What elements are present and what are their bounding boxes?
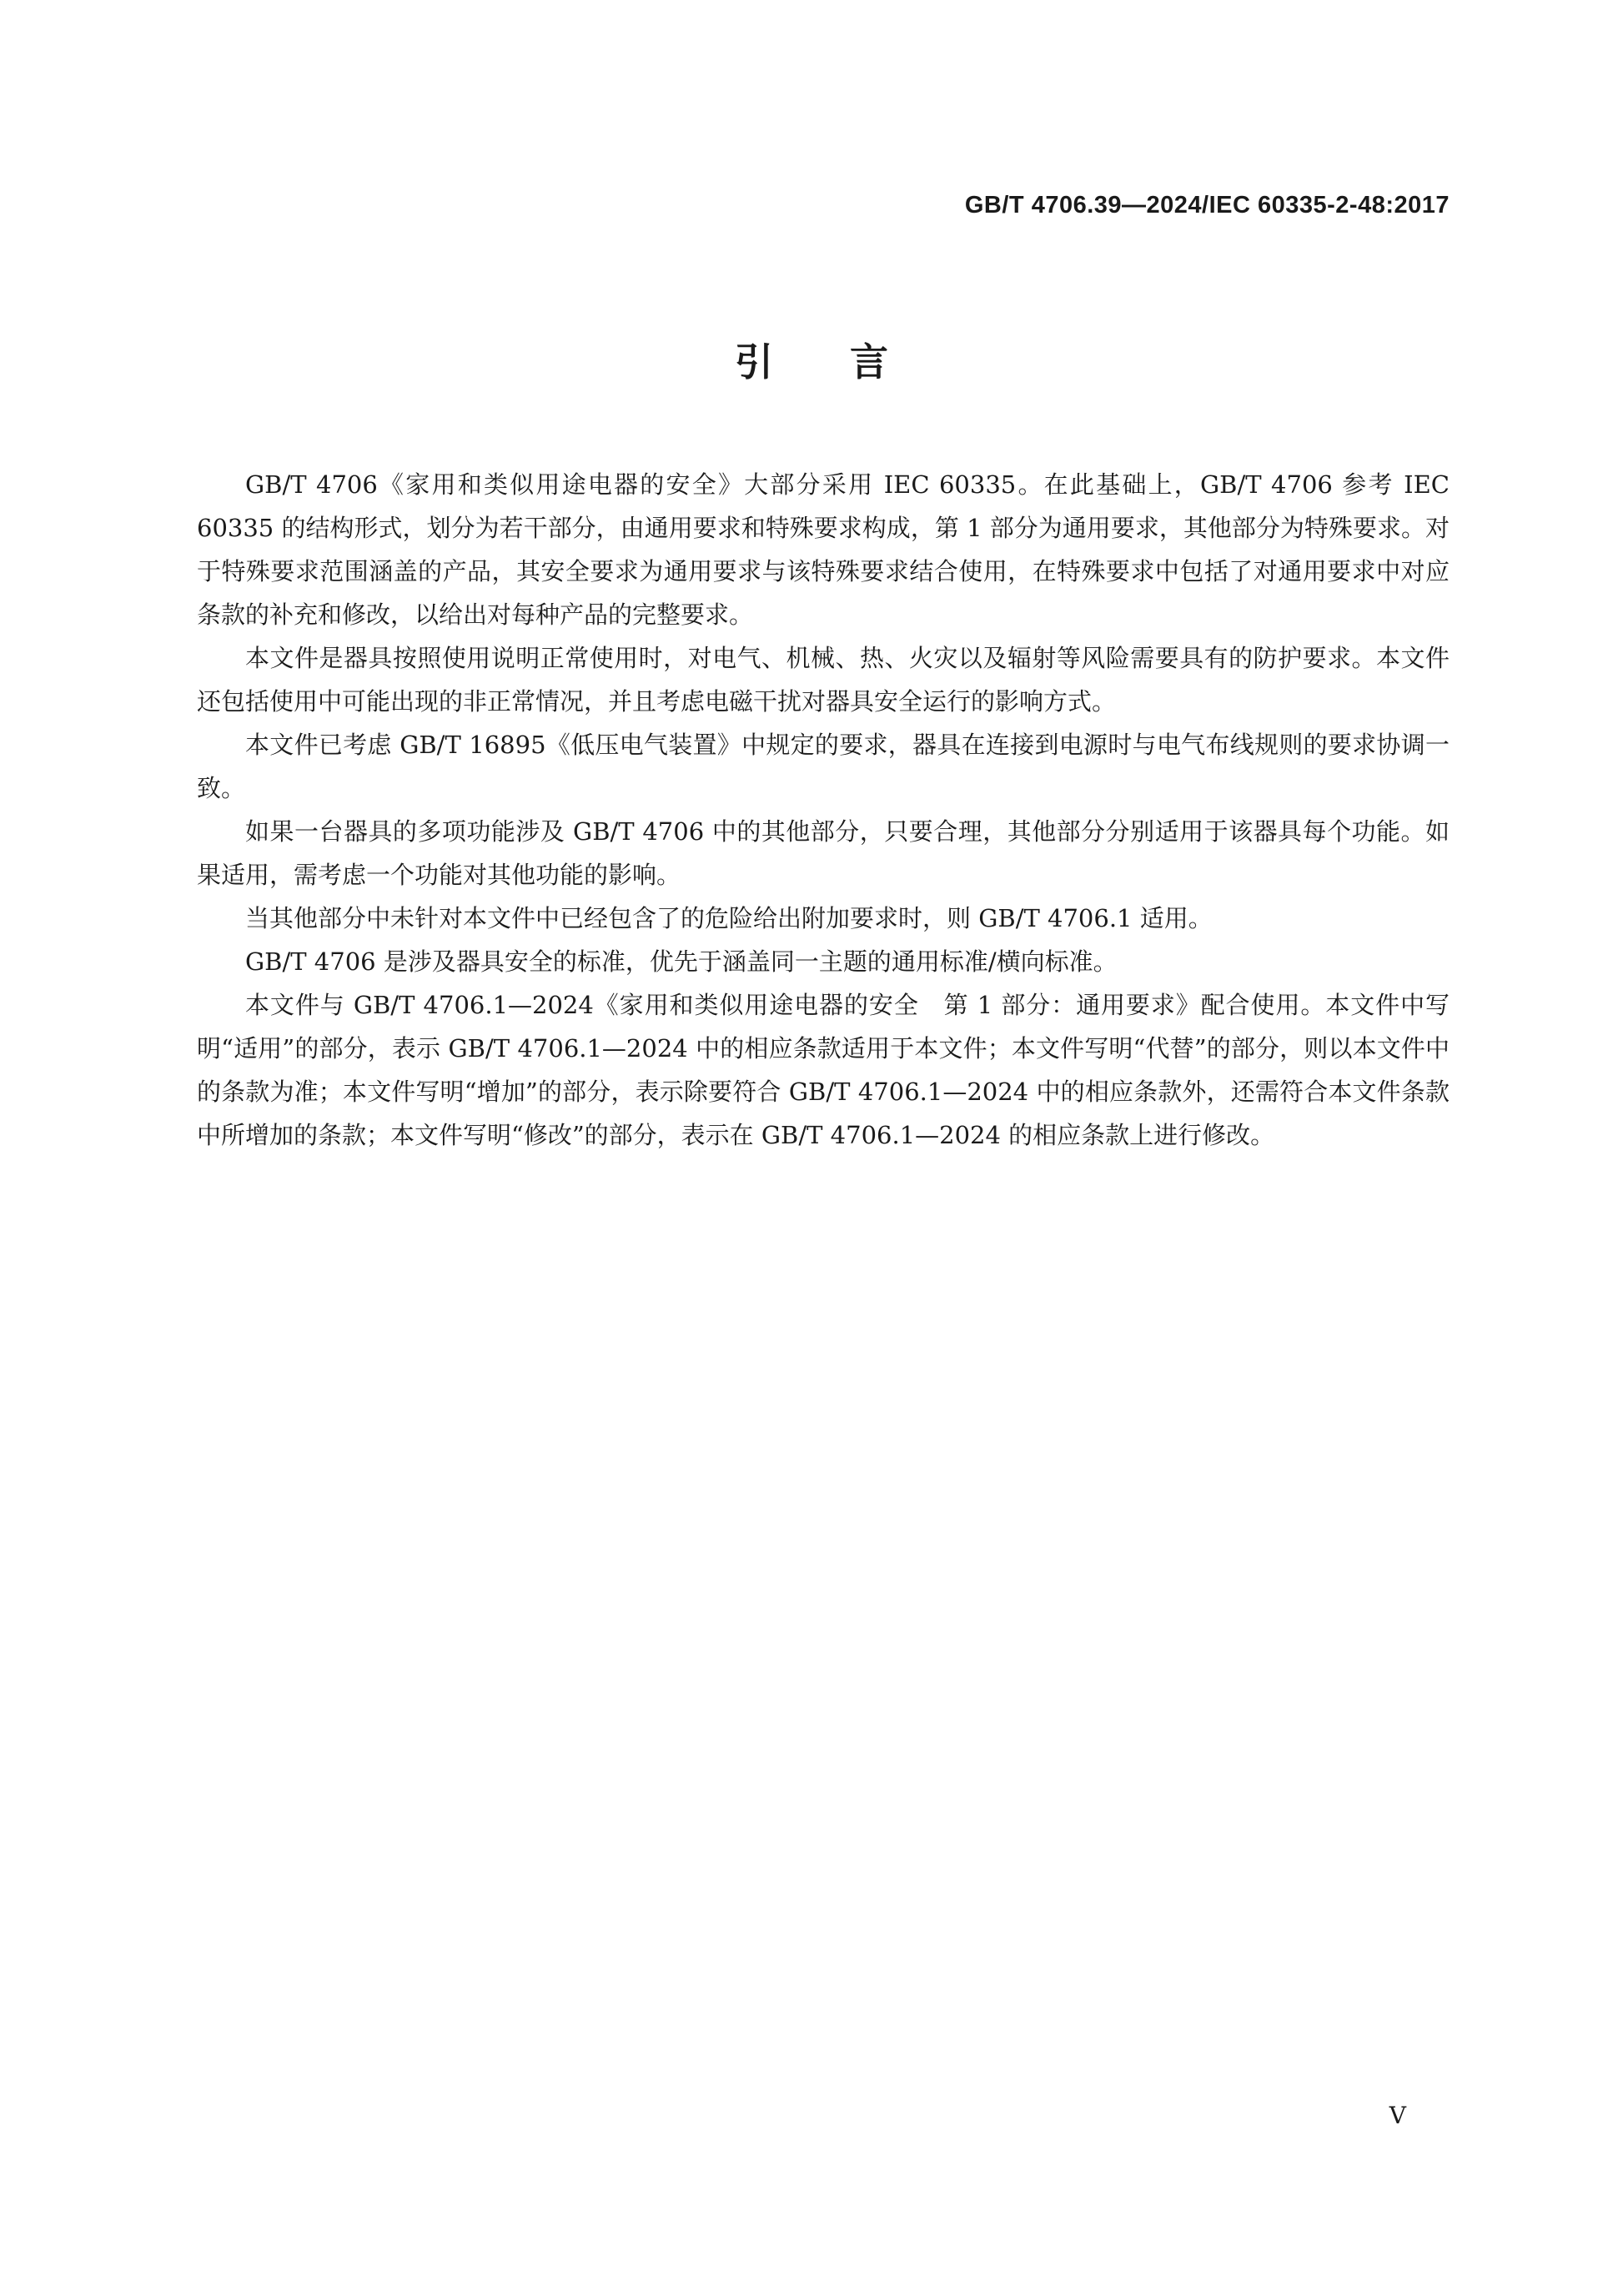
paragraph-5: 当其他部分中未针对本文件中已经包含了的危险给出附加要求时，则 GB/T 4706.1 适用。 [245, 904, 1213, 932]
paragraph-6: GB/T 4706 是涉及器具安全的标准，优先于涵盖同一主题的通用标准/横向标准。 [245, 947, 1118, 976]
paragraph-3: 本文件已考虑 GB/T 16895《低压电气装置》中规定的要求，器具在连接到电源时与电气布线规则的要求协调一致。 [197, 731, 1450, 802]
paragraph-4: 如果一台器具的多项功能涉及 GB/T 4706 中的其他部分，只要合理，其他部分分别适用于该器具每个功能。如果适用，需考虑一个功能对其他功能的影响。 [197, 817, 1450, 889]
paragraph-2: 本文件是器具按照使用说明正常使用时，对电气、机械、热、火灾以及辐射等风险需要具有的防护要求。本文件还包括使用中可能出现的非正常情况，并且考虑电磁干扰对器具安全运行的影响方式。 [197, 644, 1450, 716]
page-number: V [1389, 2102, 1406, 2129]
document-number-header: GB/T 4706.39—2024/IEC 60335-2-48:2017 [964, 192, 1450, 219]
section-title: 引言 [735, 339, 965, 384]
paragraph-1: GB/T 4706《家用和类似用途电器的安全》大部分采用 IEC 60335。在此基础上，GB/T 4706 参考 IEC 60335 的结构形式，划分为若干部分，由通用要求和特殊要求构成，第 1 部分为通用要求，其他部分为特殊要求。对于特殊要求范围涵盖的产品，其安全要求为通用要求与该特殊要求结合使用，在特殊要求中包括了对通用要求中对应条款的补充和修改，以给出对每种产品的完整要求。 [197, 470, 1450, 629]
body-content [197, 463, 1450, 1157]
paragraph-7: 本文件与 GB/T 4706.1—2024《家用和类似用途电器的安全 第 1 部分：通用要求》配合使用。本文件中写明“适用”的部分，表示 GB/T 4706.1—2024 中的相应条款适用于本文件；本文件写明“代替”的部分，则以本文件中的条款为准；本文件写明“增加”的部分，表示除要符合 GB/T 4706.1—2024 中的相应条款外，还需符合本文件条款中所增加的条款；本文件写明“修改”的部分，表示在 GB/T 4706.1—2024 的相应条款上进行修改。 [197, 991, 1450, 1149]
